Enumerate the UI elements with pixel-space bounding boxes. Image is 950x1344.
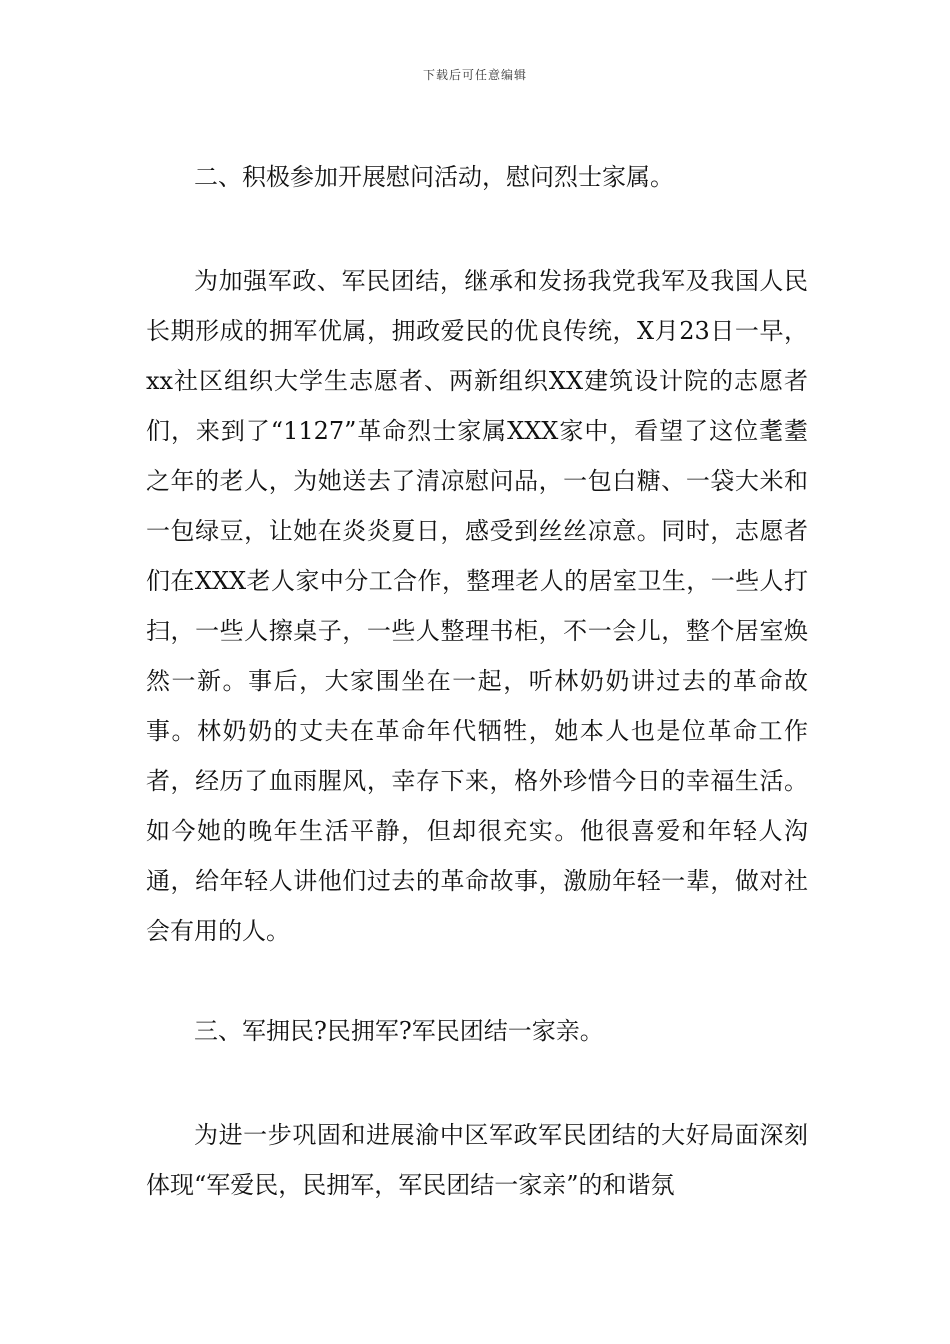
section-heading-3: 三、军拥民?民拥军?军民团结一家亲。: [194, 1017, 604, 1045]
spacer: [146, 1056, 808, 1110]
spacer: [146, 202, 808, 256]
section-heading-2: 二、积极参加开展慰问活动，慰问烈士家属。: [194, 163, 674, 191]
header-note: 下载后可任意编辑: [422, 68, 527, 82]
section-paragraph-2: 为加强军政、军民团结，继承和发扬我党我军及我国人民长期形成的拥军优属，拥政爱民的优良传统，X月23日一早，xx社区组织大学生志愿者、两新组织XX建筑设计院的志愿者们，来到了“1127”革命烈士家属XXX家中，看望了这位耄耋之年的老人，为她送去了清凉慰问品，一包白糖、一袋大米和一包绿豆，让她在炎炎夏日，感受到丝丝凉意。同时，志愿者们在XXX老人家中分工合作，整理老人的居室卫生，一些人打扫，一些人擦桌子，一些人整理书柜，不一会儿，整个居室焕然一新。事后，大家围坐在一起，听林奶奶讲过去的革命故事。林奶奶的丈夫在革命年代牺牲，她本人也是位革命工作者，经历了血雨腥风，幸存下来，格外珍惜今日的幸福生活。如今她的晚年生活平静，但却很充实。他很喜爱和年轻人沟通，给年轻人讲他们过去的革命故事，激励年轻一辈，做对社会有用的人。: [146, 267, 808, 945]
document-body: [146, 152, 808, 1210]
spacer: [146, 956, 808, 1006]
section-paragraph-3: 为进一步巩固和进展渝中区军政军民团结的大好局面深刻体现“军爱民，民拥军，军民团结一家亲”的和谐氛: [146, 1121, 808, 1199]
